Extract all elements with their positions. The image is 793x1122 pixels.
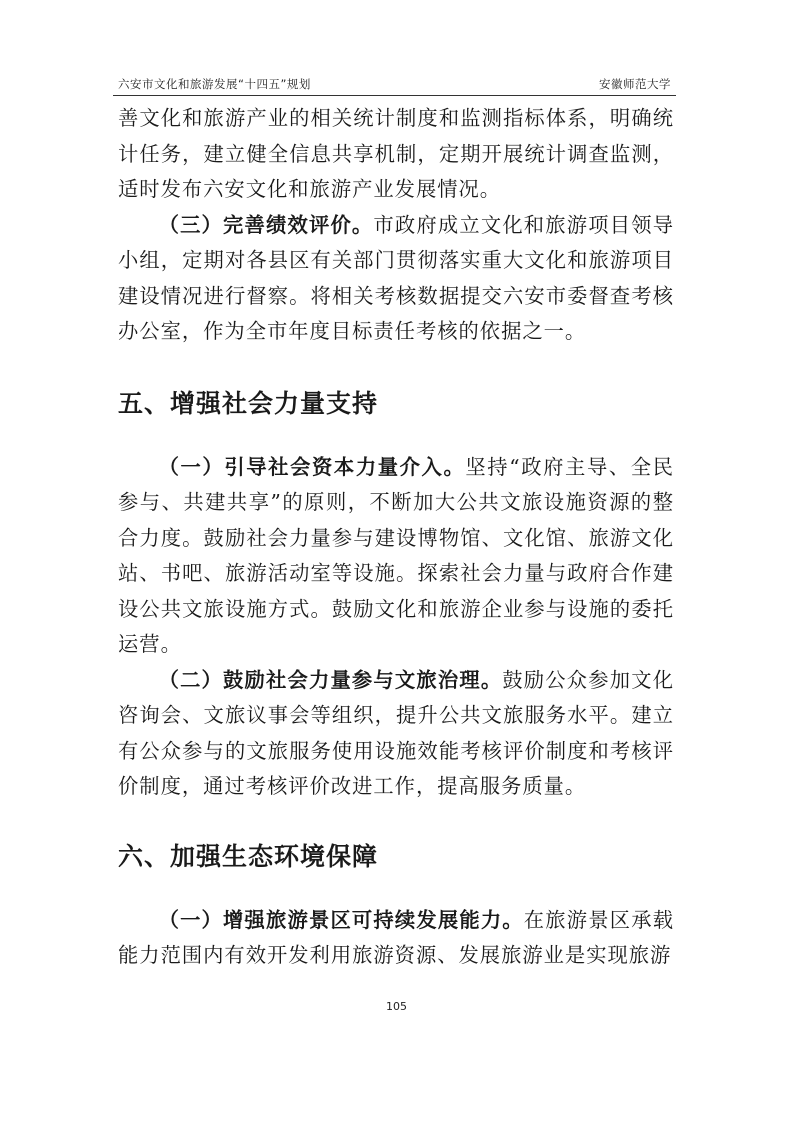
- paragraph-statistics-continued: [118, 101, 674, 208]
- paragraph-text: 坚持“政府主导、全民参与、共建共享”的原则，不断加大公共文旅设施资源的整合力度。鼓励社会力量参与建设博物馆、文化馆、旅游文化站、书吧、旅游活动室等设施。探索社会力量与政府合作建设公共文旅设施方式。鼓励文化和旅游企业参与设施的委托运营。: [118, 454, 674, 656]
- paragraph-text: 在旅游景区承载能力范围内有效开发利用旅游资源、发展旅游业是实现旅游: [118, 907, 674, 967]
- paragraph-text: 鼓励公众参加文化咨询会、文旅议事会等组织，提升公共文旅服务水平。建立有公众参与的文旅服务使用设施效能考核评价制度和考核评价制度，通过考核评价改进工作，提高服务质量。: [118, 667, 674, 798]
- paragraph-lead: （一）引导社会资本力量介入。: [158, 454, 466, 479]
- page-number: 105: [386, 1000, 407, 1013]
- paragraph-social-capital: [118, 450, 674, 663]
- paragraph-lead: （三）完善绩效评价。: [158, 212, 374, 237]
- paragraph-text: 市政府成立文化和旅游项目领导小组，定期对各县区有关部门贯彻落实重大文化和旅游项目建设情况进行督察。将相关考核数据提交六安市委督查考核办公室，作为全市年度目标责任考核的依据之一。: [118, 212, 674, 343]
- page-body: [118, 101, 674, 974]
- paragraph-lead: （一）增强旅游景区可持续发展能力。: [158, 907, 524, 932]
- running-header-institution: 安徽师范大学: [599, 77, 671, 91]
- section-heading-ecology: 六、加强生态环境保障: [118, 841, 379, 871]
- paragraph-social-governance: [118, 663, 674, 805]
- paragraph-performance-evaluation: [118, 208, 674, 350]
- header-rule: [113, 95, 676, 96]
- paragraph-scenic-sustainability: [118, 903, 674, 974]
- section-heading-social-forces: 五、增强社会力量支持: [118, 388, 379, 418]
- paragraph-text: 善文化和旅游产业的相关统计制度和监测指标体系，明确统计任务，建立健全信息共享机制，定期开展统计调查监测，适时发布六安文化和旅游产业发展情况。: [118, 106, 674, 201]
- paragraph-lead: （二）鼓励社会力量参与文旅治理。: [158, 667, 503, 692]
- running-header-title: 六安市文化和旅游发展“十四五”规划: [118, 77, 311, 91]
